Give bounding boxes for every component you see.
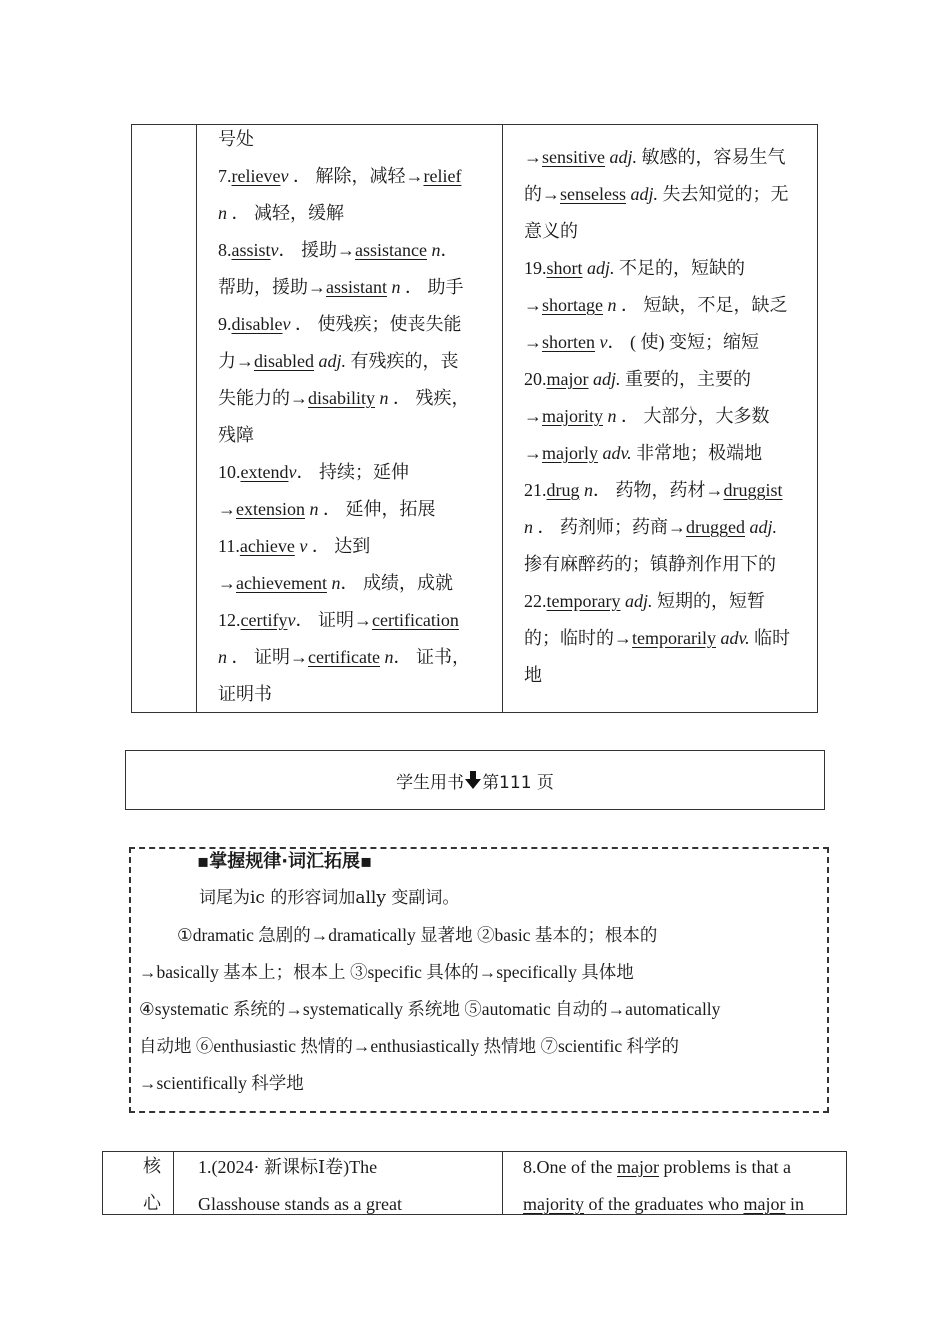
text-line <box>218 388 497 408</box>
part-of-speech: n <box>309 499 319 519</box>
core-table <box>102 1151 847 1215</box>
text-line <box>218 425 497 445</box>
part-of-speech: adj. <box>749 517 777 537</box>
underlined-word: temporarily <box>632 628 716 648</box>
underlined-word: majority <box>542 406 603 426</box>
text-segment: ． 大部分，大多数 <box>616 406 770 426</box>
text-segment: 重要的，主要的 <box>620 369 752 389</box>
underlined-word: extend <box>240 462 289 482</box>
text-line <box>524 554 813 574</box>
text-segment: 8. <box>218 240 232 260</box>
text-segment: ． 延伸，拓展 <box>318 499 436 519</box>
part-of-speech: v <box>288 462 297 482</box>
text-segment: ． ( 使) 变短；缩短 <box>607 332 759 352</box>
underlined-word: achieve <box>239 536 295 556</box>
core-label-1: 核 <box>143 1156 161 1177</box>
text-segment: Glasshouse stands as a great <box>198 1194 402 1214</box>
rule-example-line: ①dramatic 急剧的→dramatically 显著地 ②basic 基本的；根本的 <box>177 925 658 945</box>
text-segment: ． 药物，药材→ <box>593 480 724 500</box>
text-segment: ． 解除，减轻→ <box>288 166 424 186</box>
core-label-2: 心 <box>143 1193 161 1214</box>
text-line <box>524 184 813 204</box>
rule-example-line: 自动地 ⑥enthusiastic 热情的→enthusiastically 热情地 ⑦scientific 科学的 <box>139 1036 679 1056</box>
text-segment: 帮助，援助→ <box>218 277 326 297</box>
text-line <box>524 369 813 389</box>
rule-heading: ▪掌握规律·词汇拓展▪ <box>197 851 373 872</box>
text-line <box>218 166 497 186</box>
text-line <box>218 314 497 334</box>
text-segment: 地 <box>524 665 542 685</box>
text-segment: → <box>524 406 542 426</box>
underlined-word: drug <box>546 480 580 500</box>
page-marker-prefix: 学生用书 <box>396 772 465 793</box>
underlined-word: sensitive <box>542 147 605 167</box>
text-segment: 失去知觉的；无 <box>658 184 789 204</box>
part-of-speech: n <box>524 517 533 537</box>
rule-intro: 词尾为ic 的形容词加ally 变副词。 <box>199 888 460 908</box>
text-line <box>524 665 813 685</box>
text-line <box>524 332 813 352</box>
underlined-word: temporary <box>546 591 621 611</box>
text-segment: → <box>524 443 542 463</box>
text-segment: ． <box>440 240 459 260</box>
part-of-speech: v <box>280 166 289 186</box>
text-line <box>524 295 813 315</box>
text-segment: 10. <box>218 462 241 482</box>
rule-box <box>129 847 829 1113</box>
core-right-column <box>523 1152 840 1214</box>
text-segment: ． 药剂师；药商→ <box>533 517 686 537</box>
text-segment: of the graduates who <box>584 1194 744 1214</box>
text-segment: ． 证明→ <box>227 647 308 667</box>
text-segment: → <box>218 573 236 593</box>
text-line <box>524 628 813 648</box>
text-line <box>218 647 497 667</box>
part-of-speech: n <box>431 240 441 260</box>
text-segment: 11. <box>218 536 240 556</box>
underlined-word: disability <box>308 388 375 408</box>
text-segment: 1.(2024· 新课标Ⅰ卷)The <box>198 1157 378 1177</box>
text-segment: ． 援助→ <box>278 240 356 260</box>
part-of-speech: v <box>599 332 608 352</box>
part-of-speech: adj. <box>630 184 659 204</box>
underlined-word: certificate <box>308 647 380 667</box>
text-segment: 掺有麻醉药的；镇静剂作用下的 <box>524 554 776 574</box>
part-of-speech: n <box>379 388 389 408</box>
text-line <box>524 480 813 500</box>
underlined-word: relief <box>423 166 462 186</box>
text-line <box>523 1194 840 1214</box>
text-line <box>524 517 813 537</box>
part-of-speech: v <box>299 536 308 556</box>
vocab-left-column <box>218 125 497 712</box>
text-segment: 号处 <box>218 129 254 149</box>
page-marker <box>125 750 825 810</box>
column-divider <box>196 125 197 712</box>
part-of-speech: adj. <box>593 369 621 389</box>
underlined-word: assistant <box>326 277 387 297</box>
text-line <box>218 462 497 482</box>
rule-example-line: ④systematic 系统的→systematically 系统地 ⑤automatic 自动的→automatically <box>139 999 721 1019</box>
underlined-word: short <box>546 258 583 278</box>
text-segment: 的→ <box>524 184 560 204</box>
text-line <box>198 1194 496 1214</box>
text-segment: ． 减轻，缓解 <box>227 203 344 223</box>
text-line <box>218 129 497 149</box>
text-segment: → <box>524 147 542 167</box>
text-line <box>524 147 813 167</box>
text-segment: ． 助手 <box>400 277 464 297</box>
text-line <box>218 684 497 704</box>
underlined-word: shortage <box>542 295 603 315</box>
underlined-word: major <box>616 1157 659 1177</box>
underlined-word: certification <box>371 610 459 630</box>
text-segment: ． 持续；延伸 <box>296 462 409 482</box>
text-segment: ． 短缺，不足，缺乏 <box>616 295 788 315</box>
part-of-speech: n <box>384 647 394 667</box>
part-of-speech: v <box>270 240 279 260</box>
text-segment: ． 残疾， <box>388 388 470 408</box>
text-line <box>218 610 497 630</box>
text-segment: 20. <box>524 369 547 389</box>
text-segment: 短期的，短暂 <box>652 591 765 611</box>
text-segment: 21. <box>524 480 547 500</box>
part-of-speech: n <box>607 406 617 426</box>
underlined-word: extension <box>236 499 305 519</box>
part-of-speech: n <box>391 277 401 297</box>
text-line <box>218 536 497 556</box>
text-line <box>218 277 497 297</box>
page-marker-suffix: 第111 页 <box>482 772 554 793</box>
part-of-speech: adv. <box>720 628 750 648</box>
text-segment: → <box>524 332 542 352</box>
text-segment: ． 使残疾；使丧失能 <box>290 314 462 334</box>
part-of-speech: n <box>218 647 227 667</box>
underlined-word: shorten <box>542 332 595 352</box>
text-segment: ． 证书， <box>393 647 470 667</box>
text-segment: 19. <box>524 258 547 278</box>
text-segment: 7. <box>218 166 232 186</box>
text-segment: 12. <box>218 610 241 630</box>
text-line <box>524 443 813 463</box>
vocab-right-column <box>524 125 813 712</box>
text-segment: 敏感的，容易生气 <box>637 147 786 167</box>
text-segment: 临时 <box>749 628 791 648</box>
part-of-speech: n <box>607 295 617 315</box>
text-line <box>524 258 813 278</box>
down-arrow-icon <box>465 771 481 789</box>
text-segment: ． 成绩，成就 <box>340 573 453 593</box>
underlined-word: assist <box>231 240 271 260</box>
underlined-word: relieve <box>231 166 281 186</box>
rule-example-line: →scientifically 科学地 <box>139 1073 304 1093</box>
text-segment: 失能力的→ <box>218 388 308 408</box>
vocabulary-table <box>131 124 818 713</box>
underlined-word: assistance <box>355 240 427 260</box>
text-line <box>218 573 497 593</box>
underlined-word: majorly <box>542 443 598 463</box>
text-segment: problems is that a <box>658 1157 791 1177</box>
underlined-word: drugged <box>686 517 745 537</box>
part-of-speech: adj. <box>587 258 615 278</box>
part-of-speech: adj. <box>318 351 347 371</box>
text-line <box>218 499 497 519</box>
text-segment: 的；临时的→ <box>524 628 632 648</box>
text-line <box>524 221 813 241</box>
part-of-speech: v <box>282 314 291 334</box>
rule-example-line: →basically 基本上；根本上 ③specific 具体的→specifically 具体地 <box>139 962 634 982</box>
text-segment: 有残疾的，丧 <box>346 351 459 371</box>
text-segment: 不足的，短缺的 <box>614 258 746 278</box>
core-mid-column <box>198 1152 496 1214</box>
text-line <box>523 1157 840 1177</box>
text-line <box>218 240 497 260</box>
underlined-word: senseless <box>560 184 626 204</box>
part-of-speech: v <box>287 610 296 630</box>
text-segment: 力→ <box>218 351 254 371</box>
text-line <box>218 203 497 223</box>
underlined-word: major <box>546 369 589 389</box>
text-segment: ． 达到 <box>307 536 371 556</box>
text-segment: ． 证明→ <box>295 610 372 630</box>
text-segment: 非常地；极端地 <box>631 443 763 463</box>
text-line <box>218 351 497 371</box>
text-segment: in <box>785 1194 804 1214</box>
underlined-word: disable <box>231 314 283 334</box>
underlined-word: druggist <box>723 480 783 500</box>
text-segment: 意义的 <box>524 221 578 241</box>
text-segment: 8.One of the <box>523 1157 617 1177</box>
part-of-speech: n <box>584 480 593 500</box>
text-segment: 9. <box>218 314 232 334</box>
underlined-word: disabled <box>254 351 314 371</box>
underlined-word: major <box>743 1194 786 1214</box>
underlined-word: achievement <box>236 573 327 593</box>
text-segment: 22. <box>524 591 547 611</box>
part-of-speech: adj. <box>624 591 653 611</box>
text-line <box>198 1157 496 1177</box>
text-line <box>524 591 813 611</box>
text-segment: → <box>524 295 542 315</box>
text-segment: → <box>218 499 236 519</box>
underlined-word: majority <box>523 1194 584 1214</box>
text-segment: 证明书 <box>218 684 272 704</box>
text-segment: 残障 <box>218 425 254 445</box>
underlined-word: certify <box>240 610 288 630</box>
part-of-speech: adj. <box>609 147 638 167</box>
part-of-speech: adv. <box>602 443 632 463</box>
part-of-speech: n <box>331 573 341 593</box>
part-of-speech: n <box>218 203 227 223</box>
column-divider <box>502 125 503 712</box>
text-line <box>524 406 813 426</box>
